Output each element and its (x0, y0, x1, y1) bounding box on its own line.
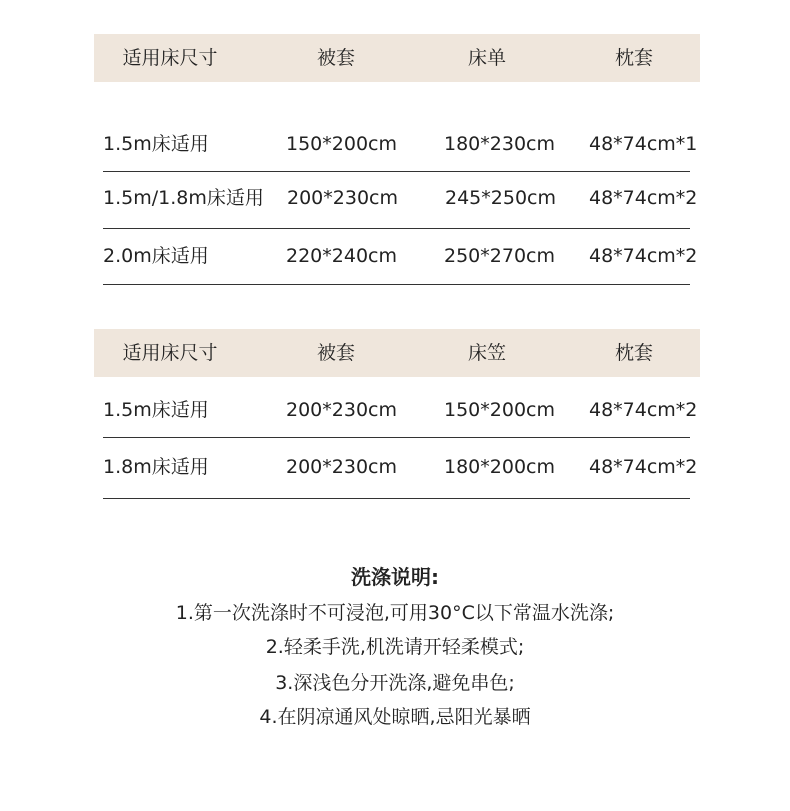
table2-header-bed-size: 适用床尺寸 (122, 342, 218, 364)
table1-row2-duvet-cover: 200*230cm (287, 187, 398, 209)
table1-row3-pillowcase: 48*74cm*2 (589, 245, 698, 267)
table2-header-duvet-cover: 被套 (316, 342, 356, 364)
washing-instruction-1: 1.第一次洗涤时不可浸泡,可用30°C以下常温水洗涤; (175, 602, 615, 624)
table1-row3-bed-sheet: 250*270cm (444, 245, 555, 267)
table1-bottom-rule (103, 284, 690, 285)
table2-bottom-rule (103, 498, 690, 499)
table2-header-pillowcase: 枕套 (614, 342, 654, 364)
table1-row2-bed-size: 1.5m/1.8m床适用 (103, 187, 264, 209)
table1-row-divider (103, 171, 690, 172)
table1-row3-bed-size: 2.0m床适用 (103, 245, 209, 267)
table1-header-duvet-cover: 被套 (316, 47, 356, 69)
table2-row1-bed-size: 1.5m床适用 (103, 399, 209, 421)
washing-instruction-3: 3.深浅色分开洗涤,避免串色; (275, 672, 515, 694)
washing-instruction-4: 4.在阴凉通风处晾晒,忌阳光暴晒 (259, 706, 531, 728)
table1-row1-bed-size: 1.5m床适用 (103, 133, 209, 155)
washing-instruction-2: 2.轻柔手洗,机洗请开轻柔模式; (265, 636, 525, 658)
table2-header-fitted-sheet: 床笠 (467, 342, 507, 364)
table1-row-divider (103, 228, 690, 229)
table1-header-bed-sheet: 床单 (467, 47, 507, 69)
table1-row2-pillowcase: 48*74cm*2 (589, 187, 698, 209)
table1-row1-bed-sheet: 180*230cm (444, 133, 555, 155)
washing-instructions-title: 洗涤说明: (351, 565, 439, 589)
table1-row3-duvet-cover: 220*240cm (286, 245, 397, 267)
table2-row1-pillowcase: 48*74cm*2 (589, 399, 698, 421)
table2-row1-duvet-cover: 200*230cm (286, 399, 397, 421)
table1-header-bed-size: 适用床尺寸 (122, 47, 218, 69)
table2-row2-bed-size: 1.8m床适用 (103, 456, 209, 478)
table2-row-divider (103, 437, 690, 438)
table1-row1-pillowcase: 48*74cm*1 (589, 133, 698, 155)
table1-row1-duvet-cover: 150*200cm (286, 133, 397, 155)
table2-row1-fitted-sheet: 150*200cm (444, 399, 555, 421)
table2-row2-fitted-sheet: 180*200cm (444, 456, 555, 478)
table1-header-pillowcase: 枕套 (614, 47, 654, 69)
table2-row2-duvet-cover: 200*230cm (286, 456, 397, 478)
table2-row2-pillowcase: 48*74cm*2 (589, 456, 698, 478)
table1-row2-bed-sheet: 245*250cm (445, 187, 556, 209)
